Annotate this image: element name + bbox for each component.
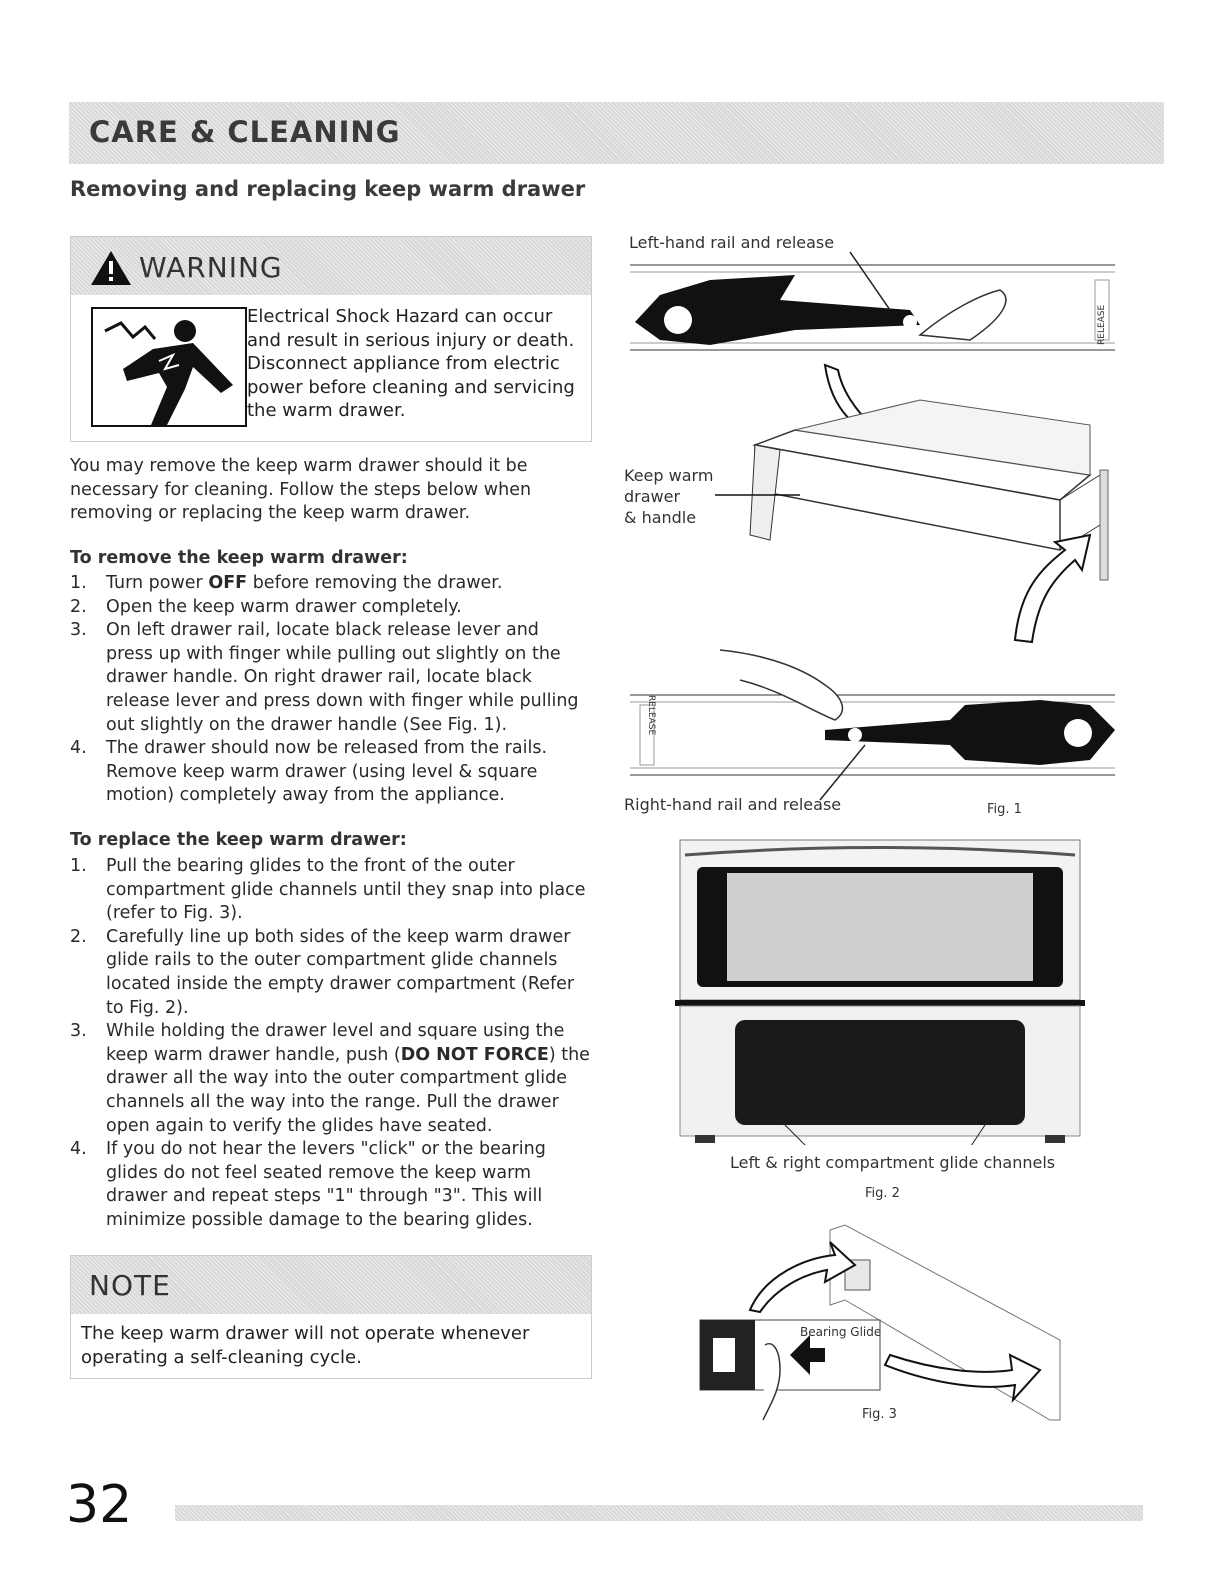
remove-step: 3. On left drawer rail, locate black release lever and press up with finger while pulling out slightly on the drawer handle. On right drawer rail, locate black release lever and press down with finger while pulling out slightly on the drawer handle (See Fig. 1). [70, 620, 579, 735]
remove-step: 2. Open the keep warm drawer completely. [70, 596, 462, 617]
section-banner [69, 102, 1164, 164]
fig3-label: Fig. 3 [862, 1407, 897, 1422]
fig2-caption: Left & right compartment glide channels [730, 1153, 1056, 1172]
fig1-illustration [620, 250, 1125, 810]
fig1-left-release-label: RELEASE [1097, 304, 1107, 345]
fig2-illustration [675, 835, 1085, 1145]
remove-step: 1. Turn power OFF before removing the drawer. [70, 573, 503, 593]
fig1-right-caption: Right-hand rail and release [624, 795, 842, 814]
fig1-drawer-caption: Keep warm drawer & handle [624, 466, 714, 527]
replace-step: 4. If you do not hear the levers "click" or the bearing glides do not feel seated remove the keep warm drawer and repeat steps "1" through "3". This will minimize possible damage to the bearing glides. [70, 1139, 546, 1230]
electrical-shock-hazard-icon [91, 307, 247, 427]
warning-header [71, 237, 591, 295]
warning-label: WARNING [139, 251, 283, 284]
note-label: NOTE [89, 1269, 171, 1302]
replace-heading: To replace the keep warm drawer: [70, 830, 407, 850]
fig1-right-release-label: RELEASE [646, 695, 656, 736]
note-header [71, 1256, 591, 1314]
replace-step: 2. Carefully line up both sides of the keep warm drawer glide rails to the outer compartment glide channels located inside the empty drawer compartment (Refer to Fig. 2). [70, 926, 575, 1018]
note-box [70, 1255, 592, 1379]
footer-band [175, 1505, 1143, 1521]
replace-step: 1. Pull the bearing glides to the front of the outer compartment glide channels until they snap into place (refer to Fig. 3). [70, 856, 586, 924]
fig2-label: Fig. 2 [865, 1186, 900, 1201]
warning-box [70, 236, 592, 442]
replace-step: 3. While holding the drawer level and square using the keep warm drawer handle, push (DO NOT FORCE) the drawer all the way into the outer compartment glide channels all the way into the range. Pull the drawer open again to verify the glides have seated. [70, 1021, 590, 1136]
warning-text: Electrical Shock Hazard can occur and result in serious injury or death. Disconnect appliance from electric power before cleaning and servicing the warm drawer. [247, 306, 575, 421]
fig1-left-caption: Left-hand rail and release [629, 233, 835, 252]
replace-steps [70, 855, 590, 1233]
intro-paragraph: You may remove the keep warm drawer should it be necessary for cleaning. Follow the steps below when removing or replacing the keep warm drawer. [70, 456, 532, 524]
remove-heading: To remove the keep warm drawer: [70, 548, 408, 568]
remove-steps [70, 572, 590, 808]
fig3-illustration [695, 1220, 1065, 1425]
section-title: CARE & CLEANING [89, 115, 401, 149]
remove-step: 4. The drawer should now be released from the rails. Remove keep warm drawer (using level & square motion) completely away from the appliance. [70, 738, 548, 806]
page-number: 32 [66, 1475, 133, 1535]
fig3-bearing-label: Bearing Glide [800, 1325, 882, 1339]
note-text: The keep warm drawer will not operate whenever operating a self-cleaning cycle. [81, 1323, 530, 1368]
warning-triangle-icon [89, 249, 133, 287]
fig1-label: Fig. 1 [987, 802, 1022, 817]
page-title: Removing and replacing keep warm drawer [70, 177, 586, 201]
